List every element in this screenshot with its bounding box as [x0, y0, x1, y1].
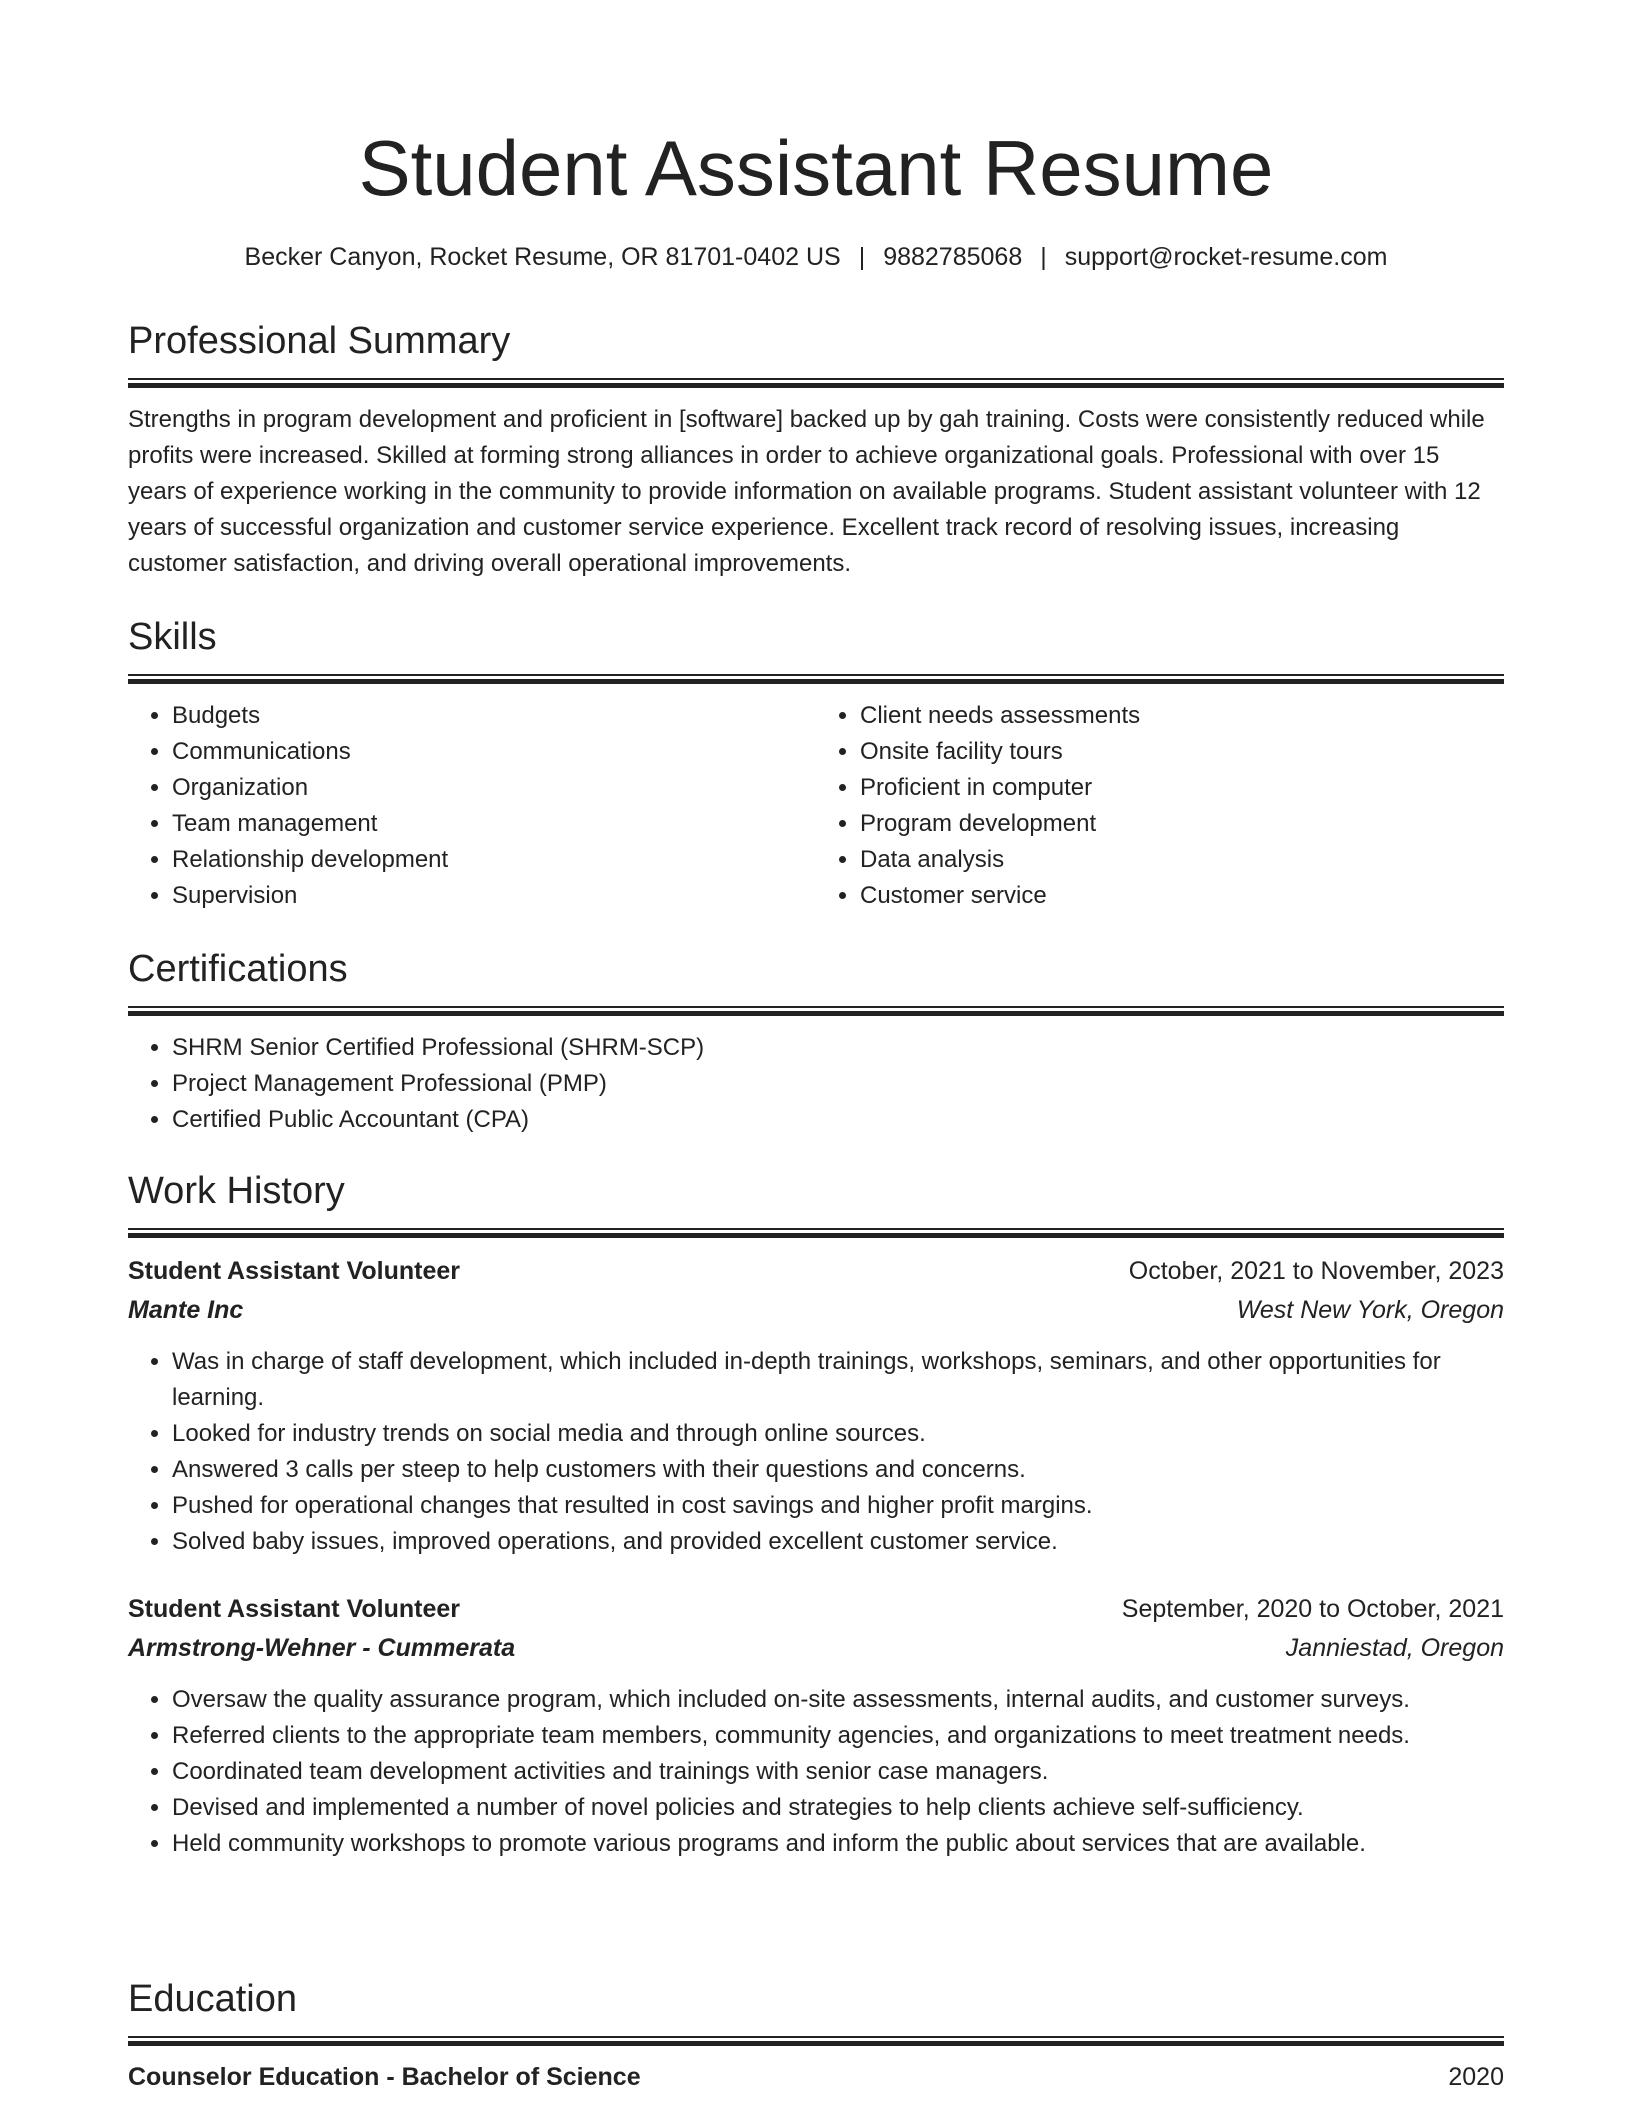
certifications-heading: Certifications [128, 948, 348, 990]
job-entry [128, 1590, 1504, 1862]
section-divider [128, 1006, 1504, 1016]
job-bullet: • Pushed for operational changes that resulted in cost savings and higher profit margins. [172, 1488, 1504, 1524]
skill-item: • Supervision [172, 878, 816, 914]
job-location: Janniestad, Oregon [1285, 1634, 1504, 1662]
skill-item: • Program development [860, 806, 1504, 842]
job-title: Student Assistant Volunteer [128, 1595, 460, 1623]
certifications-section [128, 944, 1504, 1138]
job-entry [128, 1252, 1504, 1560]
summary-text: Strengths in program development and proficient in [software] backed up by gah training. Costs were consistently reduced while profits were increased. Skilled at forming strong alliances in order to achieve organizational goals. Professional with over 15 years of experience working in the community to provide information on available programs. Student assistant volunteer with 12 years of successful organization and customer service experience. Excellent track record of resolving issues, increasing customer satisfaction, and driving overall operational improvements. [128, 406, 1485, 577]
section-divider [128, 2036, 1504, 2046]
job-bullet: • Referred clients to the appropriate team members, community agencies, and organizations to meet treatment needs. [172, 1718, 1504, 1754]
education-heading: Education [128, 1978, 298, 2020]
resume-title: Student Assistant Resume [358, 124, 1274, 212]
contact-line [128, 238, 1504, 276]
contact-email[interactable]: support@rocket-resume.com [1064, 243, 1388, 271]
education-degree: Counselor Education - Bachelor of Science [128, 2063, 641, 2091]
job-bullet: • Oversaw the quality assurance program, which included on-site assessments, internal audits, and customer surveys. [172, 1682, 1504, 1718]
job-bullets [128, 1682, 1504, 1862]
skill-item: • Data analysis [860, 842, 1504, 878]
skills-list-right [816, 698, 1504, 914]
contact-phone: 9882785068 [883, 243, 1023, 271]
summary-heading: Professional Summary [128, 320, 511, 362]
job-bullet: • Coordinated team development activities and trainings with senior case managers. [172, 1754, 1504, 1790]
contact-separator: | [1040, 243, 1047, 271]
skill-item: • Proficient in computer [860, 770, 1504, 806]
job-bullet: • Was in charge of staff development, which included in-depth trainings, workshops, seminars, and other opportunities for learning. [172, 1344, 1504, 1416]
work-history-section [128, 1166, 1504, 1862]
job-bullet: • Answered 3 calls per steep to help customers with their questions and concerns. [172, 1452, 1504, 1488]
skill-item: • Relationship development [172, 842, 816, 878]
skill-item: • Customer service [860, 878, 1504, 914]
skills-section [128, 612, 1504, 914]
job-company-row [128, 1291, 1504, 1330]
skill-item: • Budgets [172, 698, 816, 734]
job-bullet: • Devised and implemented a number of novel policies and strategies to help clients achieve self-sufficiency. [172, 1790, 1504, 1826]
job-dates: September, 2020 to October, 2021 [1121, 1595, 1504, 1623]
section-divider [128, 1228, 1504, 1238]
job-header-row [128, 1590, 1504, 1629]
skill-item: • Team management [172, 806, 816, 842]
summary-section [128, 316, 1504, 582]
skills-columns [128, 698, 1504, 914]
job-dates: October, 2021 to November, 2023 [1128, 1257, 1504, 1285]
section-divider [128, 378, 1504, 388]
work-history-heading: Work History [128, 1170, 345, 1212]
skill-item: • Client needs assessments [860, 698, 1504, 734]
job-bullets [128, 1344, 1504, 1560]
contact-separator: | [858, 243, 866, 271]
job-company-row [128, 1629, 1504, 1668]
skill-item: • Communications [172, 734, 816, 770]
job-bullet: • Solved baby issues, improved operations, and provided excellent customer service. [172, 1524, 1504, 1560]
job-company: Armstrong-Wehner - Cummerata [128, 1634, 516, 1662]
job-title: Student Assistant Volunteer [128, 1257, 460, 1285]
certification-item: • Certified Public Accountant (CPA) [172, 1102, 1504, 1138]
job-header-row [128, 1252, 1504, 1291]
section-divider [128, 674, 1504, 684]
skills-list-left [128, 698, 816, 914]
certifications-list [128, 1030, 1504, 1138]
job-bullet: • Looked for industry trends on social media and through online sources. [172, 1416, 1504, 1452]
job-location: West New York, Oregon [1236, 1296, 1504, 1324]
certification-item: • Project Management Professional (PMP) [172, 1066, 1504, 1102]
contact-address: Becker Canyon, Rocket Resume, OR 81701-0402 US [244, 243, 841, 271]
education-section [128, 1974, 1504, 2097]
education-year: 2020 [1448, 2063, 1504, 2091]
job-bullet: • Held community workshops to promote various programs and inform the public about services that are available. [172, 1826, 1504, 1862]
skills-heading: Skills [128, 616, 217, 658]
skill-item: • Onsite facility tours [860, 734, 1504, 770]
skill-item: • Organization [172, 770, 816, 806]
education-row [128, 2058, 1504, 2097]
job-company: Mante Inc [128, 1296, 244, 1324]
certification-item: • SHRM Senior Certified Professional (SHRM-SCP) [172, 1030, 1504, 1066]
